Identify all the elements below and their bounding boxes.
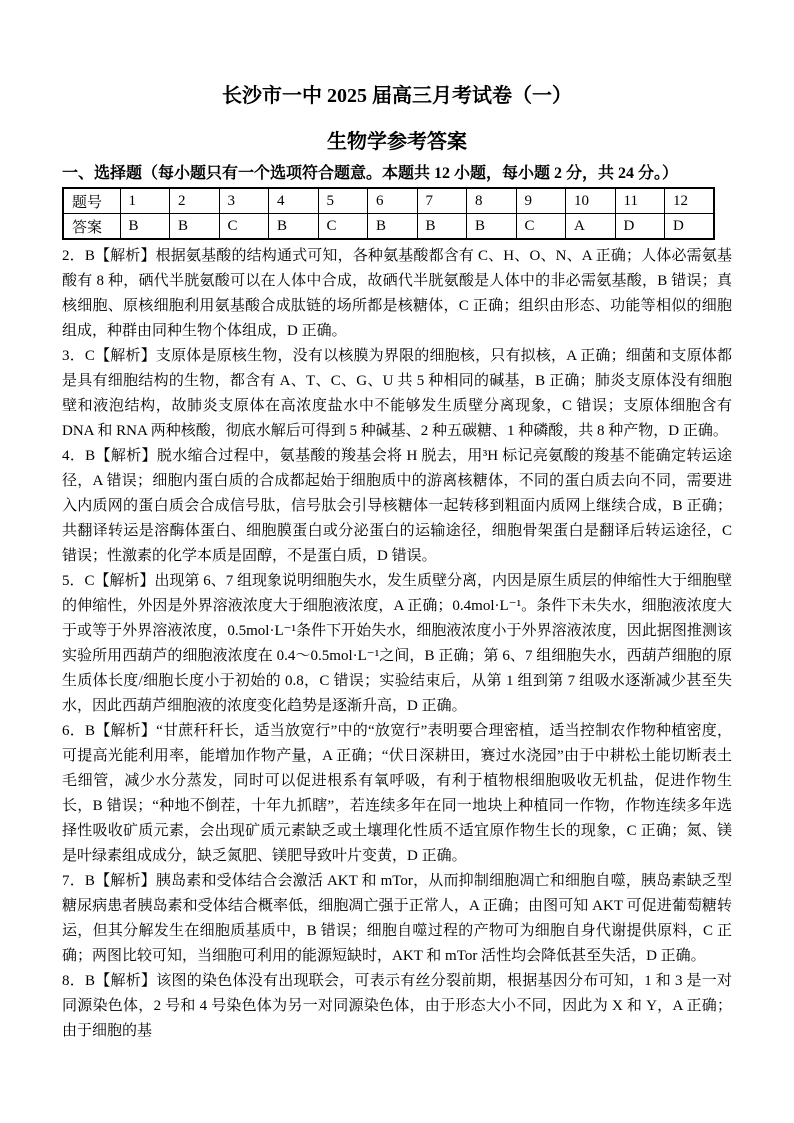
question-number-cell: 1 [120,188,170,214]
answer-cell: A [566,214,616,240]
answer-cell: B [368,214,418,240]
question-number-cell: 9 [516,188,566,214]
answer-cell: C [318,214,368,240]
explanation-paragraph-q3: 3．C【解析】支原体是原核生物，没有以核膜为界限的细胞核，只有拟核，A 正确；细菌和支原体都是具有细胞结构的生物，都含有 A、T、C、G、U 共 5 种相同的碱基，B 正确；肺炎支原体没有细胞壁和液泡结构，故肺炎支原体在高浓度盐水中不能够发生质壁分离现象，C 错误；支原体细胞含有 DNA 和 RNA 两种核酸，彻底水解后可得到 5 种碱基、2 种五碳糖、1 种磷酸，共 8 种产物，D 正确。 [62,348,732,439]
explanation-paragraph-q5: 5．C【解析】出现第 6、7 组现象说明细胞失水，发生质壁分离，内因是原生质层的伸缩性大于细胞壁的伸缩性，外因是外界溶液浓度大于细胞液浓度，A 正确；0.4mol·L⁻¹。条件下未失水，细胞液浓度大于或等于外界溶液浓度，0.5mol·L⁻¹条件下开始失水，细胞液浓度小于外界溶液浓度，因此据图推测该实验所用西葫芦的细胞液浓度在 0.4～0.5mol·L⁻¹之间，B 正确；第 6、7 组细胞失水，西葫芦细胞的原生质体长度/细胞长度小于初始的 0.8，C 错误；实验结束后，从第 1 组到第 7 组吸水逐渐减少甚至失水，因此西葫芦细胞液的浓度变化趋势是逐渐升高，D 正确。 [62,573,733,714]
question-number-cell: 4 [269,188,319,214]
answer-cell: B [417,214,467,240]
page-title: 长沙市一中 2025 届高三月考试卷（一） [222,85,572,107]
explanation-paragraph-q7: 7．B【解析】胰岛素和受体结合会激活 AKT 和 mTor，从而抑制细胞凋亡和细胞自噬，胰岛素缺乏型糖尿病患者胰岛素和受体结合概率低，细胞凋亡强于正常人，A 正确；由图可知 AKT 可促进葡萄糖转运，但其分解发生在细胞质基质中，B 错误；细胞自噬过程的产物可为细胞自身代谢提供原料，C 正确；两图比较可知，当细胞可利用的能源短缺时，AKT 和 mTor 活性均会降低甚至失活，D 正确。 [62,873,732,964]
table-header-question-number: 题号 [63,188,120,214]
question-number-cell: 6 [368,188,418,214]
answer-cell: D [615,214,665,240]
answer-cell: B [170,214,220,240]
explanation-paragraph-q2: 2．B【解析】根据氨基酸的结构通式可知，各种氨基酸都含有 C、H、O、N、A 正确；人体必需氨基酸有 8 种，硒代半胱氨酸可以在人体中合成，故硒代半胱氨酸是人体中的非必需氨基酸，B 错误；真核细胞、原核细胞利用氨基酸合成肽链的场所都是核糖体，C 正确；组织由形态、功能等相似的细胞组成，种群由同种生物个体组成，D 正确。 [62,248,732,339]
answer-cell: B [269,214,319,240]
explanation-paragraph-q8: 8．B【解析】该图的染色体没有出现联会，可表示有丝分裂前期，根据基因分布可知，1 和 3 是一对同源染色体，2 号和 4 号染色体为另一对同源染色体，由于形态大小不同，因此为 X 和 Y，A 正确；由于细胞的基 [62,973,732,1039]
question-number-cell: 10 [566,188,616,214]
question-number-cell: 11 [615,188,665,214]
answer-cell: B [120,214,170,240]
answer-table [62,187,715,240]
answer-cell: C [219,214,269,240]
explanation-paragraph-q4: 4．B【解析】脱水缩合过程中，氨基酸的羧基会将 H 脱去，用³H 标记亮氨酸的羧基不能确定转运途径，A 错误；细胞内蛋白质的合成都起始于细胞质中的游离核糖体，不同的蛋白质去向不同，需要进入内质网的蛋白质会合成信号肽，信号肽会引导核糖体一起转移到粗面内质网上继续合成，B 正确；共翻译转运是溶酶体蛋白、细胞膜蛋白或分泌蛋白的运输途径，细胞骨架蛋白是翻译后转运途径，C 错误；性激素的化学本质是固醇，不是蛋白质，D 错误。 [62,448,732,564]
question-number-cell: 7 [417,188,467,214]
section-heading-multiple-choice: 一、选择题（每小题只有一个选项符合题意。本题共 12 小题，每小题 2 分，共 24 分。） [62,165,679,182]
page-subtitle: 生物学参考答案 [327,131,467,153]
question-number-cell: 2 [170,188,220,214]
question-number-cell: 12 [665,188,715,214]
table-row-answers [63,214,714,240]
question-number-cell: 8 [467,188,517,214]
answer-cell: C [516,214,566,240]
answer-cell: B [467,214,517,240]
explanations-section [62,244,732,1044]
explanation-paragraph-q6: 6．B【解析】“甘蔗秆秆长，适当放宽行”中的“放宽行”表明要合理密植，适当控制农作物种植密度，可提高光能利用率，能增加作物产量，A 正确；“伏日深耕田，赛过水浇园”由于中耕松土能切断表土毛细管，减少水分蒸发，同时可以促进根系有氧呼吸，有利于植物根细胞吸收无机盐，促进作物生长，B 错误；“种地不倒茬，十年九抓瞎”，若连续多年在同一地块上种植同一作物，作物连续多年选择性吸收矿质元素，会出现矿质元素缺乏或土壤理化性质不适宜原作物生长的现象，C 正确；氮、镁是叶绿素组成成分，缺乏氮肥、镁肥导致叶片变黄，D 正确。 [62,723,732,864]
question-number-cell: 3 [219,188,269,214]
question-number-cell: 5 [318,188,368,214]
table-header-answer: 答案 [63,214,120,240]
answer-cell: D [665,214,715,240]
table-row-question-numbers [63,188,714,214]
